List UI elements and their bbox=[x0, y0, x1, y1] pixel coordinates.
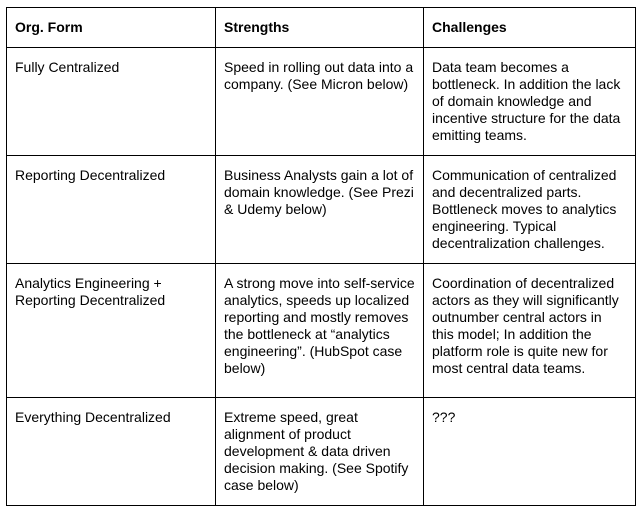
cell-strengths: Extreme speed, great alignment of product development & data driven decision making. (See Spotify case below) bbox=[216, 398, 424, 506]
cell-strengths: Business Analysts gain a lot of domain knowledge. (See Prezi & Udemy below) bbox=[216, 156, 424, 264]
org-forms-table bbox=[6, 7, 636, 506]
cell-org-form: Analytics Engineering + Reporting Decentralized bbox=[7, 264, 216, 398]
header-org-form: Org. Form bbox=[7, 8, 216, 48]
table-row bbox=[7, 48, 636, 156]
table-row bbox=[7, 156, 636, 264]
cell-challenges: Coordination of decentralized actors as they will significantly outnumber central actors in this model; In addition the platform role is quite new for most central data teams. bbox=[424, 264, 636, 398]
table-row bbox=[7, 398, 636, 506]
cell-org-form: Reporting Decentralized bbox=[7, 156, 216, 264]
cell-challenges: Communication of centralized and decentralized parts. Bottleneck moves to analytics engineering. Typical decentralization challenges. bbox=[424, 156, 636, 264]
cell-org-form: Everything Decentralized bbox=[7, 398, 216, 506]
cell-challenges: Data team becomes a bottleneck. In addition the lack of domain knowledge and incentive structure for the data emitting teams. bbox=[424, 48, 636, 156]
table-header-row bbox=[7, 8, 636, 48]
header-strengths: Strengths bbox=[216, 8, 424, 48]
cell-strengths: Speed in rolling out data into a company. (See Micron below) bbox=[216, 48, 424, 156]
cell-challenges: ??? bbox=[424, 398, 636, 506]
cell-org-form: Fully Centralized bbox=[7, 48, 216, 156]
table-row bbox=[7, 264, 636, 398]
header-challenges: Challenges bbox=[424, 8, 636, 48]
cell-strengths: A strong move into self-service analytics, speeds up localized reporting and mostly removes the bottleneck at “analytics engineering”. (HubSpot case below) bbox=[216, 264, 424, 398]
